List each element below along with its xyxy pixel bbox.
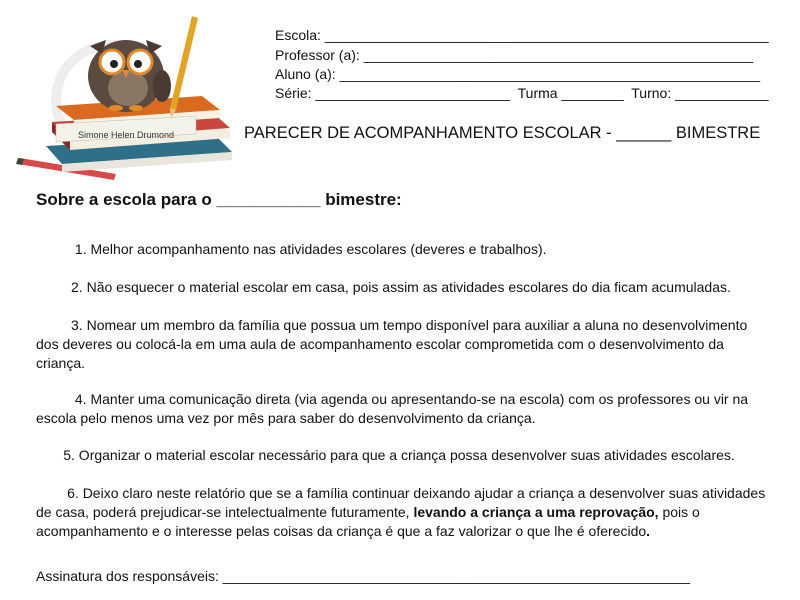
item-3-text: 3. Nomear um membro da família que possua um tempo disponível para auxiliar a aluna no desenvolvimento dos deveres ou colocá-la em uma aula de acompanhamento escolar comprometida com o desenvolvimento da criança. bbox=[36, 317, 748, 371]
item-6-text-a: 6. Deixo claro neste relatório que se a família continuar deixando ajudar a criança a desenvolver suas atividades de casa, poderá prejudicar-se intelectualmente futuramente, bbox=[36, 485, 766, 520]
item-4-text: 4. Manter uma comunicação direta (via agenda ou apresentando-se na escola) com os professores ou vir na escola pelo menos uma vez por mês para saber do desenvolvimento da criança. bbox=[36, 391, 749, 426]
student-field[interactable]: Aluno (a): ______________________________________________________ bbox=[275, 66, 761, 82]
item-6-bold-text: levando a criança a uma reprovação, bbox=[413, 504, 659, 520]
list-item bbox=[36, 240, 766, 259]
grade-class-shift-field[interactable]: Série: _________________________ Turma ________ Turno: ____________ bbox=[275, 85, 769, 101]
owl-books-illustration bbox=[16, 10, 246, 190]
list-item bbox=[36, 446, 766, 465]
item-1-text: 1. Melhor acompanhamento nas atividades escolares (deveres e trabalhos). bbox=[74, 241, 547, 257]
logo-watermark-text: Simone Helen Drumond bbox=[78, 130, 175, 140]
list-item bbox=[36, 316, 766, 373]
list-item bbox=[36, 390, 766, 428]
item-6-end: . bbox=[646, 523, 651, 539]
item-5-text: 5. Organizar o material escolar necessário para que a criança possa desenvolver suas atividades escolares. bbox=[63, 447, 735, 463]
list-item bbox=[36, 484, 766, 541]
teacher-field[interactable]: Professor (a): __________________________________________________ bbox=[275, 47, 753, 63]
owl-books-logo bbox=[16, 10, 246, 190]
section-subtitle: Sobre a escola para o ___________ bimestre: bbox=[36, 190, 402, 209]
signature-field[interactable]: Assinatura dos responsáveis: ____________________________________________________________ bbox=[36, 568, 690, 584]
school-field[interactable]: Escola: _________________________________________________________ bbox=[275, 27, 769, 43]
document-title: PARECER DE ACOMPANHAMENTO ESCOLAR - ______ BIMESTRE bbox=[244, 124, 761, 142]
item-2-text: 2. Não esquecer o material escolar em casa, pois assim as atividades escolares do dia ficam acumuladas. bbox=[71, 279, 731, 295]
list-item bbox=[36, 278, 766, 297]
item-6-text-b: pois o acompanhamento e o interesse pelas coisas da criança é que a faz valorizar o que lhe é oferecido bbox=[36, 504, 700, 539]
